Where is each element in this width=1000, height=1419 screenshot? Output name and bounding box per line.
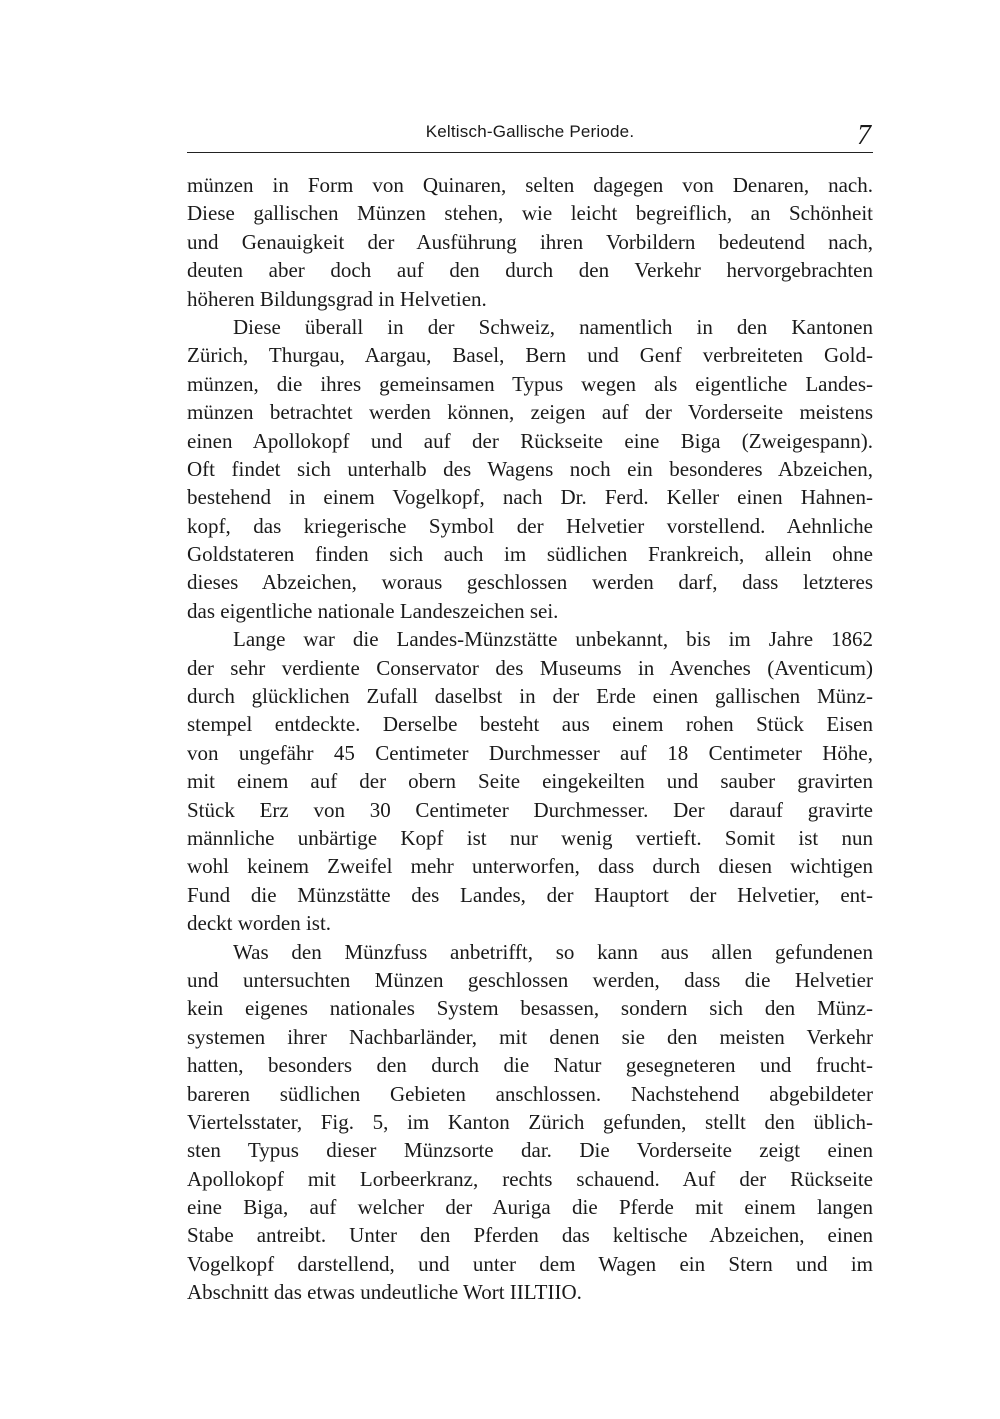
text-line: einen Apollokopf und auf der Rückseite eine Biga (Zweigespann). bbox=[187, 428, 873, 453]
text-line: Viertelsstater, Fig. 5, im Kanton Zürich gefunden, stellt den üblich- bbox=[187, 1109, 873, 1134]
page-number: 7 bbox=[857, 120, 871, 151]
text-line: eine Biga, auf welcher der Auriga die Pferde mit einem langen bbox=[187, 1195, 873, 1220]
text-line: kopf, das kriegerische Symbol der Helvetier vorstellend. Aehnliche bbox=[187, 513, 873, 538]
text-line: dieses Abzeichen, woraus geschlossen werden darf, dass letzteres bbox=[187, 570, 873, 595]
text-line: münzen betrachtet werden können, zeigen auf der Vorderseite meistens bbox=[187, 400, 873, 425]
text-line: Stabe antreibt. Unter den Pferden das keltische Abzeichen, einen bbox=[187, 1223, 873, 1248]
text-line: höheren Bildungsgrad in Helvetien. bbox=[187, 286, 487, 311]
text-line: hatten, besonders den durch die Natur gesegneteren und frucht- bbox=[187, 1053, 873, 1078]
text-line: Oft findet sich unterhalb des Wagens noch ein besonderes Abzeichen, bbox=[187, 456, 873, 481]
page-header bbox=[187, 120, 873, 154]
text-line: Diese gallischen Münzen stehen, wie leicht begreiflich, an Schönheit bbox=[187, 201, 873, 226]
text-line: Zürich, Thurgau, Aargau, Basel, Bern und Genf verbreiteten Gold- bbox=[187, 343, 873, 368]
text-line: deckt worden ist. bbox=[187, 911, 332, 936]
text-line: Lange war die Landes-Münzstätte unbekannt, bis im Jahre 1862 bbox=[233, 627, 873, 652]
text-line: wohl keinem Zweifel mehr unterworfen, dass durch diesen wichtigen bbox=[187, 854, 873, 879]
text-line: kein eigenes nationales System besassen, sondern sich den Münz- bbox=[187, 996, 873, 1021]
header-rule bbox=[187, 152, 873, 153]
body-text bbox=[187, 171, 873, 1307]
text-line: bestehend in einem Vogelkopf, nach Dr. Ferd. Keller einen Hahnen- bbox=[187, 485, 873, 510]
text-line: Vogelkopf darstellend, und unter dem Wagen ein Stern und im bbox=[187, 1251, 873, 1276]
text-line: münzen in Form von Quinaren, selten dagegen von Denaren, nach. bbox=[187, 173, 873, 197]
text-line: Abschnitt das etwas undeutliche Wort IILTIIO. bbox=[187, 1280, 582, 1305]
text-line: deuten aber doch auf den durch den Verkehr hervorgebrachten bbox=[187, 258, 873, 283]
text-line: von ungefähr 45 Centimeter Durchmesser auf 18 Centimeter Höhe, bbox=[187, 740, 873, 765]
text-line: und untersuchten Münzen geschlossen werden, dass die Helvetier bbox=[187, 967, 873, 992]
text-line: das eigentliche nationale Landeszeichen sei. bbox=[187, 598, 559, 623]
text-line: Stück Erz von 30 Centimeter Durchmesser. Der darauf gravirte bbox=[187, 797, 873, 822]
text-line: männliche unbärtige Kopf ist nur wenig vertieft. Somit ist nun bbox=[187, 825, 873, 850]
running-title: Keltisch-Gallische Periode. bbox=[425, 122, 635, 141]
text-line: münzen, die ihres gemeinsamen Typus wegen als eigentliche Landes- bbox=[187, 371, 873, 396]
text-line: bareren südlichen Gebieten anschlossen. Nachstehend abgebildeter bbox=[187, 1081, 873, 1106]
text-line: Diese überall in der Schweiz, namentlich in den Kantonen bbox=[233, 314, 873, 339]
text-line: mit einem auf der obern Seite eingekeilten und sauber gravirten bbox=[187, 769, 873, 794]
text-line: stempel entdeckte. Derselbe besteht aus einem rohen Stück Eisen bbox=[187, 712, 873, 737]
text-line: der sehr verdiente Conservator des Museums in Avenches (Aventicum) bbox=[187, 655, 873, 680]
text-line: Fund die Münzstätte des Landes, der Hauptort der Helvetier, ent- bbox=[187, 882, 873, 907]
text-line: Goldstateren finden sich auch im südlichen Frankreich, allein ohne bbox=[187, 542, 873, 567]
text-line: systemen ihrer Nachbarländer, mit denen sie den meisten Verkehr bbox=[187, 1024, 873, 1049]
text-line: Apollokopf mit Lorbeerkranz, rechts schauend. Auf der Rückseite bbox=[187, 1166, 873, 1191]
text-line: sten Typus dieser Münzsorte dar. Die Vorderseite zeigt einen bbox=[187, 1138, 873, 1163]
text-line: und Genauigkeit der Ausführung ihren Vorbildern bedeutend nach, bbox=[187, 229, 873, 254]
text-line: Was den Münzfuss anbetrifft, so kann aus allen gefundenen bbox=[233, 939, 873, 964]
text-line: durch glücklichen Zufall daselbst in der Erde einen gallischen Münz- bbox=[187, 684, 873, 709]
